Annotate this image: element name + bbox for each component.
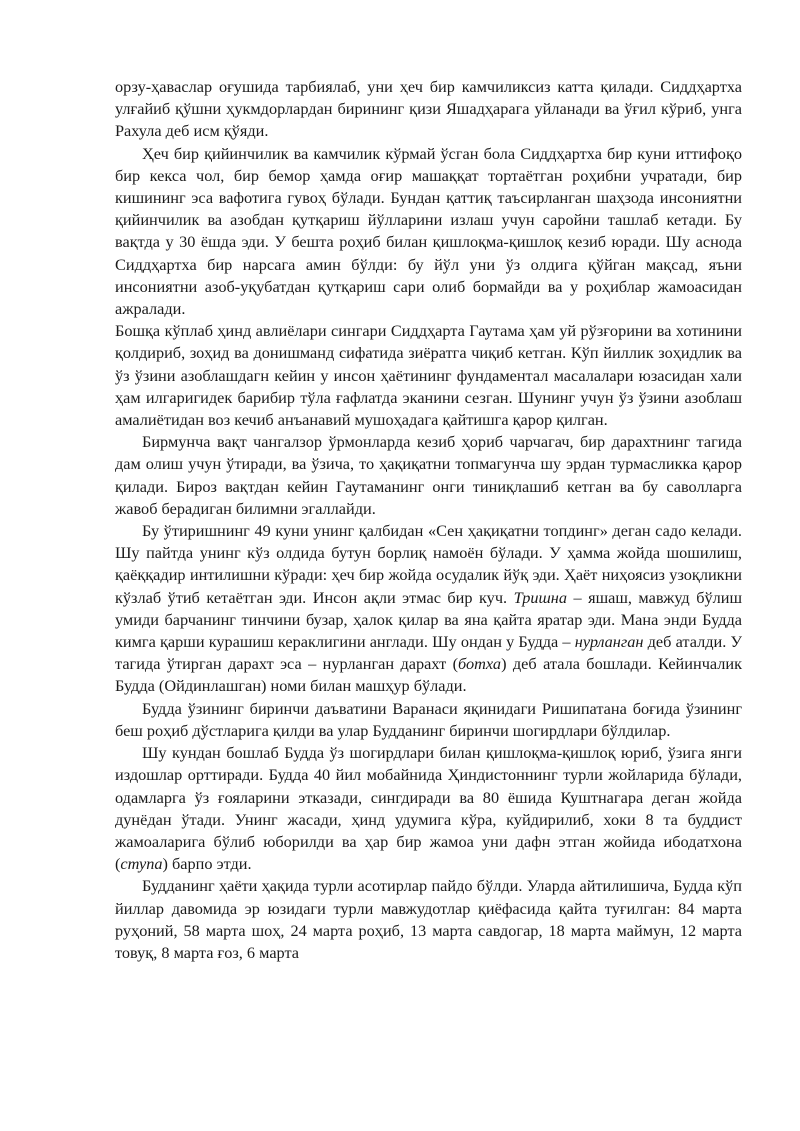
document-page bbox=[115, 76, 742, 964]
paragraph-text: ) барпо этди. bbox=[162, 854, 252, 874]
body-paragraph bbox=[115, 76, 742, 143]
paragraph-text: Бошқа кўплаб ҳинд авлиёлари сингари Сиддҳарта Гаутама ҳам уй рўзғорини ва хотинини қолдириб, зоҳид ва донишманд сифатида зиёратга чиқиб кетган. Кўп йиллик зоҳидлик ва ўз ўзини азоблашдагн кейин у инсон ҳаётининг фундаментал масалалари юзасидан хали ҳам илгаригидек барибир тўла ғафлатда эканини сезган. Шунинг учун ўз ўзини азоблаш амалиётидан воз кечиб анъанавий мушоҳадага қайтишга қарор қилган. bbox=[115, 321, 742, 430]
paragraph-text: Ҳеч бир қийинчилик ва камчилик кўрмай ўсган бола Сиддҳартха бир куни иттифоқо бир кекса чол, бир бемор ҳамда оғир машаққат тортаётган роҳибни учратади, бир кишининг эса вафотига гувоҳ бўлади. Бундан қаттиқ таъсирланган шаҳзода инсониятни қийинчилик ва азобдан қутқариш йўлларини излаш учун саройни ташлаб кетади. Бу вақтда у 30 ёшда эди. У бешта роҳиб билан қишлоқма-қишлоқ кезиб юради. Шу аснода Сиддҳартха бир нарсага амин бўлди: бу йўл уни ўз олдига қўйган мақсад, яъни инсониятни азоб-уқубатдан қутқариш сари олиб бормайди ва у роҳиблар жамоасидан ажралади. bbox=[115, 143, 742, 319]
paragraph-text: Будданинг ҳаёти ҳақида турли асотирлар пайдо бўлди. Уларда айтилишича, Будда кўп йиллар давомида эр юзидаги турли мавжудотлар қиёфасида қайта туғилган: 84 марта руҳоний, 58 марта шоҳ, 24 марта роҳиб, 13 марта савдогар, 18 марта маймун, 12 марта товуқ, 8 марта ғоз, 6 марта bbox=[115, 876, 742, 962]
body-paragraph bbox=[115, 698, 742, 742]
body-paragraph bbox=[115, 143, 742, 321]
italic-term: ступа bbox=[120, 854, 163, 874]
paragraph-text: орзу-ҳавaслар оғушида тарбиялаб, уни ҳеч бир камчиликсиз катта қилади. Сиддҳартха улғайиб қўшни ҳукмдорлардан бирининг қизи Яшадҳарага уйланади ва ўғил кўриб, унга Рахула деб исм қўяди. bbox=[115, 77, 742, 141]
italic-term: Тришна bbox=[513, 587, 568, 607]
paragraph-text: Бирмунча вақт чангалзор ўрмонларда кезиб ҳориб чарчагач, бир дарахтнинг тагида дам олиш учун ўтиради, ва ўзича, то ҳақиқатни топмагунча шу эрдан турмасликка қарор қилади. Бироз вақтдан кейин Гаутаманинг онги тиниқлашиб кетган ва бу саволларга жавоб берадиган билимни эгаллайди. bbox=[115, 432, 742, 518]
body-paragraph bbox=[115, 520, 742, 698]
body-paragraph bbox=[115, 875, 742, 964]
italic-term: ботха bbox=[458, 654, 502, 674]
italic-term: нурланган bbox=[574, 632, 644, 652]
body-paragraph bbox=[115, 742, 742, 875]
paragraph-text: ) деб атала бошлади. Кейинчалик Будда (Ойдинлашган) номи билан машҳур бўлади. bbox=[115, 654, 742, 696]
paragraph-text: Шу кундан бошлаб Будда ўз шогирдлари билан қишлоқма-қишлоқ юриб, ўзига янги издошлар орттиради. Будда 40 йил мобайнида Ҳиндистоннинг турли жойларида бўлади, одамларга ўз ғояларини этказади, сингдиради ва 80 ёшида Куштнагара деган жойда дунёдан ўтади. Унинг жасади, ҳинд удумига кўра, куйдирилиб, хоки 8 та буддист жамоаларига бўлиб юборилди ва ҳар бир жамоа уни дафн этган жойида ибодатхона ( bbox=[115, 743, 742, 874]
paragraph-text: деб аталди. У тагида ўтирган дарахт эса – нурланган дарахт ( bbox=[115, 632, 742, 674]
paragraph-text: Бу ўтиришнинг 49 куни унинг қалбидан «Сен ҳақиқатни топдинг» деган садо келади. Шу пайтда унинг кўз олдида бутун борлиқ намоён бўлади. У ҳамма жойда шошилиш, қаёққадир интилишни кўради: ҳеч бир жойда осудалик йўқ эди. Ҳаёт ниҳоясиз узоқликни кўзлаб ўтиб кетаётган эди. Инсон ақли этмас бир куч. bbox=[115, 521, 742, 607]
paragraph-text: Будда ўзининг биринчи даъватини Варанаси яқинидаги Ришипатана боғида ўзининг беш роҳиб дўстларига қилди ва улар Будданинг биринчи шогирдлари бўлдилар. bbox=[115, 698, 742, 740]
body-paragraph bbox=[115, 431, 742, 520]
paragraph-text: – яшаш, мавжуд бўлиш умиди барчанинг тинчини бузар, ҳалок қилар ва яна қайта яратар эди. Мана энди Будда кимга қарши курашиш кераклигини англади. Шу ондан у Будда – bbox=[115, 587, 742, 652]
body-paragraph bbox=[115, 320, 742, 431]
